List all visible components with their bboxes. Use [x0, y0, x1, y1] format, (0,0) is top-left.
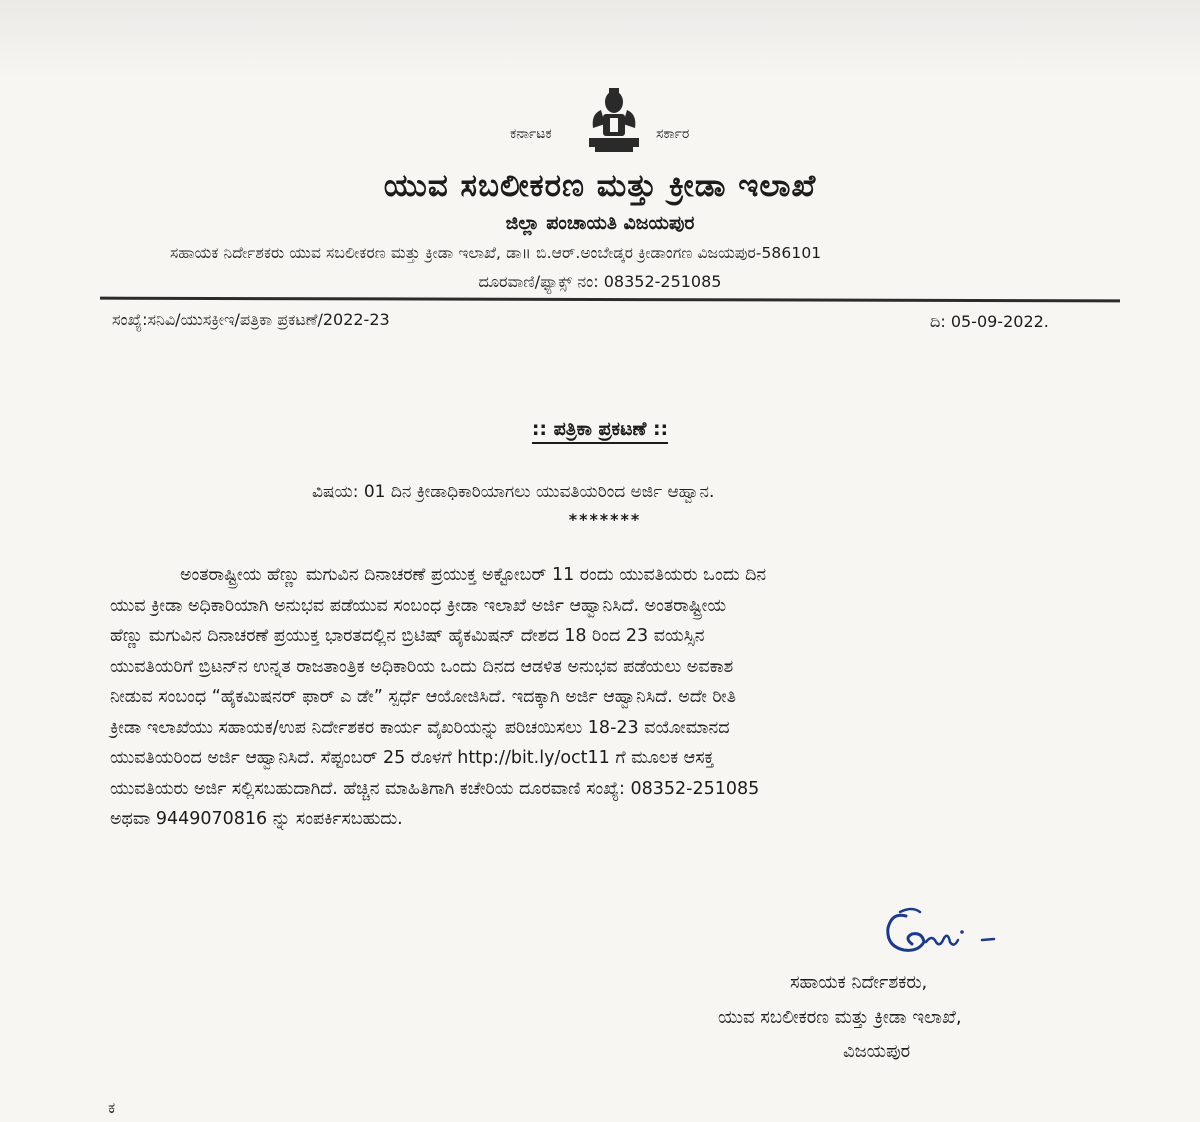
body-line: ಯುವತಿಯರಿಂದ ಅರ್ಜಿ ಆಹ್ವಾನಿಸಿದೆ. ಸೆಪ್ಟಂಬರ್ 25 ರೊಳಗೆ http://bit.ly/oct11 ಗೆ ಮೂಲಕ ಆಸಕ್ತ	[110, 748, 714, 768]
body-line: ಕ್ರೀಡಾ ಇಲಾಖೆಯು ಸಹಾಯಕ/ಉಪ ನಿರ್ದೇಶಕರ ಕಾರ್ಯ ವೈಖರಿಯನ್ನು ಪರಿಚಯಿಸಲು 18-23 ವಯೋಮಾನದ	[110, 717, 730, 738]
body-line: ಅಂತರಾಷ್ಟ್ರೀಯ ಹೆಣ್ಣು ಮಗುವಿನ ದಿನಾಚರಣೆ ಪ್ರಯುಕ್ತ ಅಕ್ಟೋಬರ್ 11 ರಂದು ಯುವತಿಯರು ಒಂದು ದಿನ	[180, 565, 767, 585]
body-text	[110, 562, 1132, 837]
signatory-department: ಯುವ ಸಬಲೀಕರಣ ಮತ್ತು ಕ್ರೀಡಾ ಇಲಾಖೆ,	[718, 1007, 962, 1028]
body-line: ಅಥವಾ 9449070816 ನ್ನು ಸಂಪರ್ಕಿಸಬಹುದು.	[110, 809, 403, 829]
paper-shadow	[0, 0, 1200, 80]
handwritten-signature	[882, 902, 1022, 962]
subject-line: ವಿಷಯ: 01 ದಿನ ಕ್ರೀಡಾಧಿಕಾರಿಯಾಗಲು ಯುವತಿಯರಿಂದ ಅರ್ಜಿ ಆಹ್ವಾನ.	[312, 482, 715, 502]
department-title: ಯುವ ಸಬಲೀಕರಣ ಮತ್ತು ಕ್ರೀಡಾ ಇಲಾಖೆ	[383, 168, 817, 204]
office-address: ಸಹಾಯಕ ನಿರ್ದೇಶಕರು ಯುವ ಸಬಲೀಕರಣ ಮತ್ತು ಕ್ರೀಡಾ ಇಲಾಖೆ, ಡಾ॥ ಬಿ.ಆರ್.ಅಂಬೇಡ್ಕರ ಕ್ರೀಡಾಂಗಣ ವಿಜಯಪುರ-586101	[170, 244, 822, 262]
separator-stars: *******	[568, 510, 642, 529]
press-release-title	[0, 418, 1200, 440]
body-line: ನೀಡುವ ಸಂಬಂಧ “ಹೈಕಮಿಷನರ್ ಫಾರ್ ಎ ಡೇ” ಸ್ಪರ್ಧೆ ಆಯೋಜಿಸಿದೆ. ಇದಕ್ಕಾಗಿ ಅರ್ಜಿ ಆಹ್ವಾನಿಸಿದೆ. ಅದೇ ರೀತಿ	[110, 687, 736, 707]
state-emblem-icon	[583, 84, 645, 156]
signatory-place: ವಿಜಯಪುರ	[843, 1041, 911, 1062]
body-line: ಹೆಣ್ಣು ಮಗುವಿನ ದಿನಾಚರಣೆ ಪ್ರಯುಕ್ತ ಭಾರತದಲ್ಲಿನ ಬ್ರಿಟಿಷ್ ಹೈಕಮಿಷನ್ ದೇಶದ 18 ರಿಂದ 23 ವಯಸ್ಸಿನ	[110, 626, 705, 646]
press-release-title-text: :: ಪತ್ರಿಕಾ ಪ್ರಕಟಣೆ ::	[532, 418, 668, 444]
document-date: ದಿ: 05-09-2022.	[930, 312, 1049, 331]
body-line: ಯುವ ಕ್ರೀಡಾ ಅಧಿಕಾರಿಯಾಗಿ ಅನುಭವ ಪಡೆಯುವ ಸಂಬಂಧ ಕ್ರೀಡಾ ಇಲಾಖೆ ಅರ್ಜಿ ಆಹ್ವಾನಿಸಿದೆ. ಅಂತರಾಷ್ಟ್ರೀಯ	[110, 595, 727, 616]
zilla-panchayat: ಜಿಲ್ಲಾ ಪಂಚಾಯತಿ ವಿಜಯಪುರ	[505, 212, 695, 234]
government-label-right: ಸರ್ಕಾರ	[656, 126, 690, 142]
body-line: ಯುವತಿಯರು ಅರ್ಜಿ ಸಲ್ಲಿಸಬಹುದಾಗಿದೆ. ಹೆಚ್ಚಿನ ಮಾಹಿತಿಗಾಗಿ ಕಚೇರಿಯ ದೂರವಾಣಿ ಸಂಖ್ಯೆ: 08352-251085	[110, 778, 760, 799]
signatory-title: ಸಹಾಯಕ ನಿರ್ದೇಶಕರು,	[790, 972, 928, 993]
government-label-left: ಕರ್ನಾಟಕ	[510, 126, 552, 142]
reference-number: ಸಂಖ್ಯೆ:ಸನಿವಿ/ಯುಸಕ್ರೀಇ/ಪತ್ರಿಕಾ ಪ್ರಕಟಣೆ/2022-23	[112, 310, 390, 329]
corner-mark: ಕ	[108, 1098, 116, 1117]
body-line: ಯುವತಿಯರಿಗೆ ಬ್ರಿಟನ್‌ನ ಉನ್ನತ ರಾಜತಾಂತ್ರಿಕ ಅಧಿಕಾರಿಯ ಒಂದು ದಿನದ ಆಡಳಿತ ಅನುಭವ ಪಡೆಯಲು ಅವಕಾಶ	[110, 656, 734, 677]
header-divider	[100, 297, 1120, 303]
phone-fax: ದೂರವಾಣಿ/ಫ್ಯಾಕ್ಸ್ ನಂ: 08352-251085	[478, 272, 722, 291]
